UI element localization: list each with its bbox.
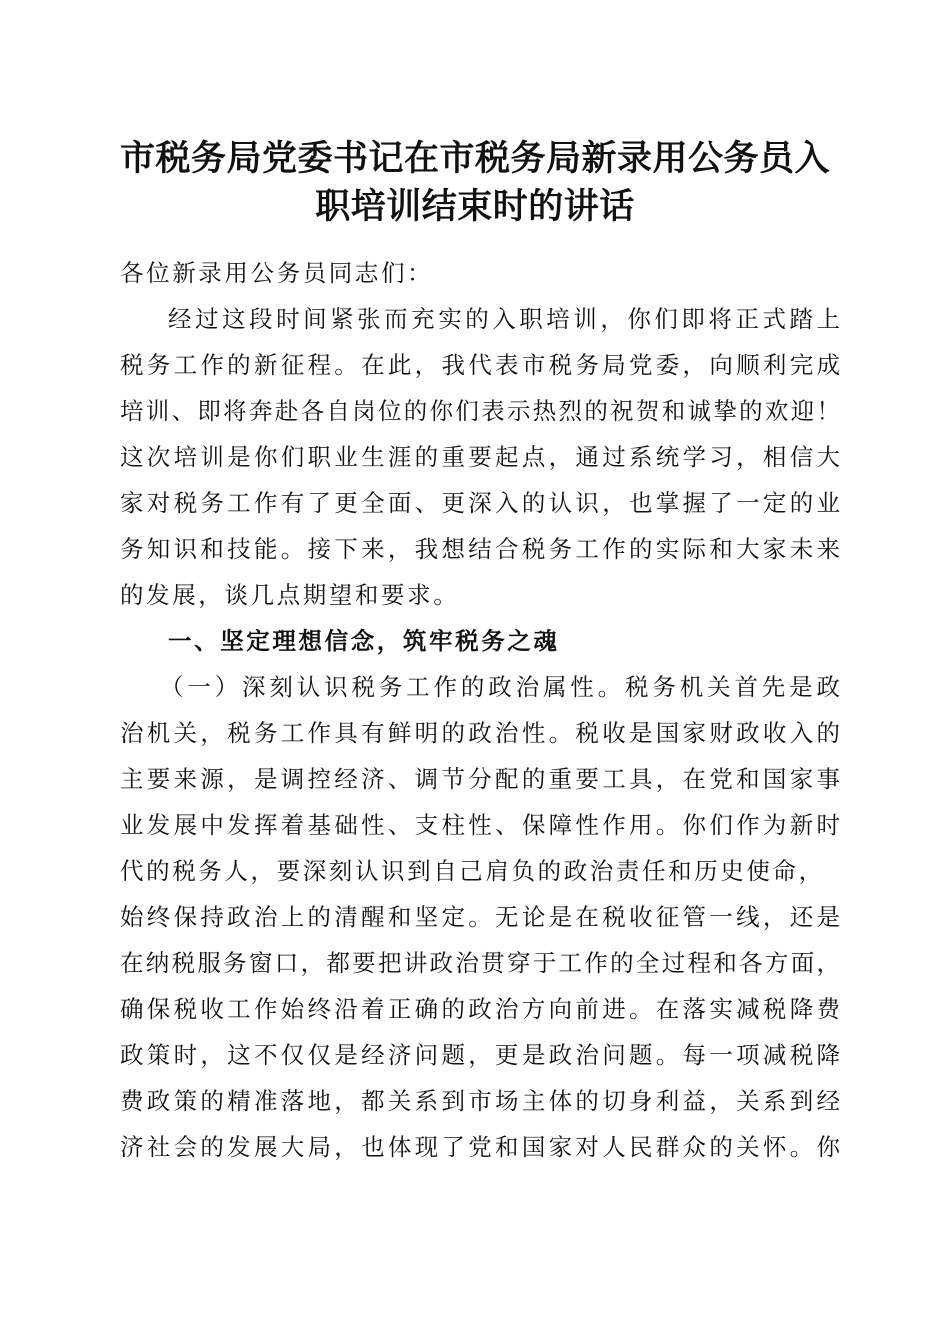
paragraph2-first-line-text: 税务机关首先是政 (625, 673, 841, 701)
paragraph2-first-line (120, 664, 840, 710)
paragraph2-line: 治机关，税务工作具有鲜明的政治性。税收是国家财政收入的 (120, 719, 840, 747)
paragraph2-line: 确保税收工作始终沿着正确的政治方向前进。在落实减税降费 (120, 995, 840, 1023)
subsection1-heading: （一）深刻认识税务工作的政治属性。 (160, 673, 626, 701)
document-title (100, 135, 850, 231)
paragraph1-line: 税务工作的新征程。在此，我代表市税务局党委，向顺利完成 (120, 351, 840, 379)
paragraph2-line: 费政策的精准落地，都关系到市场主体的切身利益，关系到经 (120, 1087, 840, 1115)
paragraph1-line: 这次培训是你们职业生涯的重要起点，通过系统学习，相信大 (120, 443, 840, 471)
paragraph1-line: 务知识和技能。接下来，我想结合税务工作的实际和大家未来 (120, 535, 840, 563)
paragraph1-line: 的发展，谈几点期望和要求。 (120, 581, 460, 609)
greeting: 各位新录用公务员同志们： (120, 259, 434, 287)
paragraph2-line: 业发展中发挥着基础性、支柱性、保障性作用。你们作为新时 (120, 811, 840, 839)
paragraph2-line: 主要来源，是调控经济、调节分配的重要工具，在党和国家事 (120, 765, 840, 793)
title-line-1: 市税务局党委书记在市税务局新录用公务员入 (119, 138, 830, 179)
paragraph2-line: 在纳税服务窗口，都要把讲政治贯穿于工作的全过程和各方面， (120, 949, 840, 977)
paragraph2-line: 代的税务人，要深刻认识到自己肩负的政治责任和历史使命， (120, 857, 825, 885)
paragraph2-line: 政策时，这不仅仅是经济问题，更是政治问题。每一项减税降 (120, 1041, 840, 1069)
paragraph1-line: 家对税务工作有了更全面、更深入的认识，也掌握了一定的业 (120, 489, 840, 517)
paragraph2-line: 济社会的发展大局，也体现了党和国家对人民群众的关怀。你 (120, 1133, 840, 1161)
document-body (120, 250, 840, 1170)
paragraph2-line: 始终保持政治上的清醒和坚定。无论是在税收征管一线，还是 (120, 903, 840, 931)
paragraph1-line: 经过这段时间紧张而充实的入职培训，你们即将正式踏上 (168, 305, 840, 333)
title-line-2: 职培训结束时的讲话 (315, 186, 635, 227)
paragraph1-line: 培训、即将奔赴各自岗位的你们表示热烈的祝贺和诚挚的欢迎！ (120, 397, 840, 425)
section1-heading: 一、坚定理想信念，筑牢税务之魂 (168, 627, 560, 655)
